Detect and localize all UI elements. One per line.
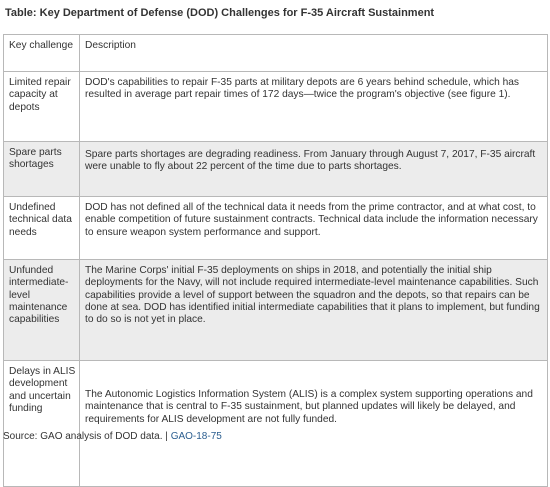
description-cell: Spare parts shortages are degrading readiness. From January through August 7, 2017, F-35 aircraft were unable to fly about 22 percent of the time due to parts shortages. [80, 142, 548, 197]
challenge-cell: Unfunded intermediate-level maintenance capabilities [4, 260, 80, 361]
table-row [4, 142, 548, 197]
table-row [4, 361, 548, 487]
challenge-cell: Limited repair capacity at depots [4, 72, 80, 142]
challenge-cell: Delays in ALIS development and uncertain funding [4, 361, 80, 487]
table-row [4, 197, 548, 260]
source-separator: | [165, 431, 168, 442]
table-title: Table: Key Department of Defense (DOD) Challenges for F-35 Aircraft Sustainment [5, 7, 435, 19]
header-description: Description [80, 35, 548, 72]
description-cell: The Autonomic Logistics Information System (ALIS) is a complex system supporting operations and maintenance that is central to F-35 sustainment, but planned updates will likely be delayed, and requirements for ALIS development are not fully funded. [80, 361, 548, 487]
source-line [3, 431, 222, 442]
source-text: Source: GAO analysis of DOD data. [3, 431, 163, 442]
table-row [4, 260, 548, 361]
header-key-challenge: Key challenge [4, 35, 80, 72]
challenge-cell: Undefined technical data needs [4, 197, 80, 260]
table-header-row [4, 35, 548, 72]
description-cell: DOD's capabilities to repair F-35 parts at military depots are 6 years behind schedule, which has resulted in average part repair times of 172 days—twice the program's objective (see figure 1). [80, 72, 548, 142]
description-cell: DOD has not defined all of the technical data it needs from the prime contractor, and at what cost, to enable competition of future sustainment contracts. Technical data include the information necessary to ensure weapon system performance and support. [80, 197, 548, 260]
challenge-cell: Spare parts shortages [4, 142, 80, 197]
report-link[interactable]: GAO-18-75 [170, 431, 222, 442]
description-cell: The Marine Corps' initial F-35 deployments on ships in 2018, and potentially the initial ship deployments for the Navy, will not include required intermediate-level maintenance capabilities. Such capabilities provide a level of support between the squadron and the depots, so that repairs can be done at sea. DOD has identified initial intermediate capabilities that it plans to implement, but funding to do so is not yet in place. [80, 260, 548, 361]
challenges-table [3, 34, 548, 487]
table-row [4, 72, 548, 142]
